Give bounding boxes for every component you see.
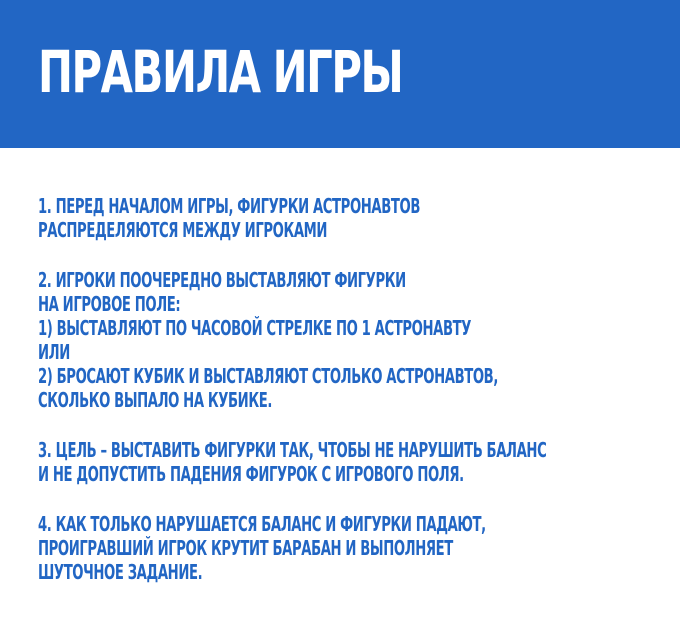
rule-3 (38, 438, 658, 486)
rule-4-line-2: ПРОИГРАВШИЙ ИГРОК КРУТИТ БАРАБАН И ВЫПОЛНЯЕТ (38, 536, 453, 560)
rule-2-line-3: 1) ВЫСТАВЛЯЮТ ПО ЧАСОВОЙ СТРЕЛКЕ ПО 1 АСТРОНАВТУ (38, 316, 472, 340)
rule-3-line-2: И НЕ ДОПУСТИТЬ ПАДЕНИЯ ФИГУРОК С ИГРОВОГО ПОЛЯ. (38, 462, 464, 486)
rule-2 (38, 268, 658, 412)
rule-1-line-1: 1. ПЕРЕД НАЧАЛОМ ИГРЫ, ФИГУРКИ АСТРОНАВТОВ (38, 194, 421, 218)
rule-2-line-2: НА ИГРОВОЕ ПОЛЕ: (38, 292, 181, 316)
rule-1-line-2: РАСПРЕДЕЛЯЮТСЯ МЕЖДУ ИГРОКАМИ (38, 218, 328, 242)
page-title: ПРАВИЛА ИГРЫ (38, 38, 403, 106)
rule-4-line-3: ШУТОЧНОЕ ЗАДАНИЕ. (38, 560, 203, 584)
rule-2-line-6: СКОЛЬКО ВЫПАЛО НА КУБИКЕ. (38, 388, 272, 412)
rule-2-line-1: 2. ИГРОКИ ПООЧЕРЕДНО ВЫСТАВЛЯЮТ ФИГУРКИ (38, 268, 406, 292)
title-banner (0, 0, 680, 148)
rules-list (38, 194, 658, 610)
rule-4-line-1: 4. КАК ТОЛЬКО НАРУШАЕТСЯ БАЛАНС И ФИГУРКИ ПАДАЮТ, (38, 512, 486, 536)
rule-2-line-5: 2) БРОСАЮТ КУБИК И ВЫСТАВЛЯЮТ СТОЛЬКО АСТРОНАВТОВ, (38, 364, 498, 388)
rule-3-line-1: 3. ЦЕЛЬ – ВЫСТАВИТЬ ФИГУРКИ ТАК, ЧТОБЫ НЕ НАРУШИТЬ БАЛАНС (38, 438, 547, 462)
rule-1 (38, 194, 658, 242)
rule-4 (38, 512, 658, 584)
rule-2-line-4: ИЛИ (38, 340, 70, 364)
